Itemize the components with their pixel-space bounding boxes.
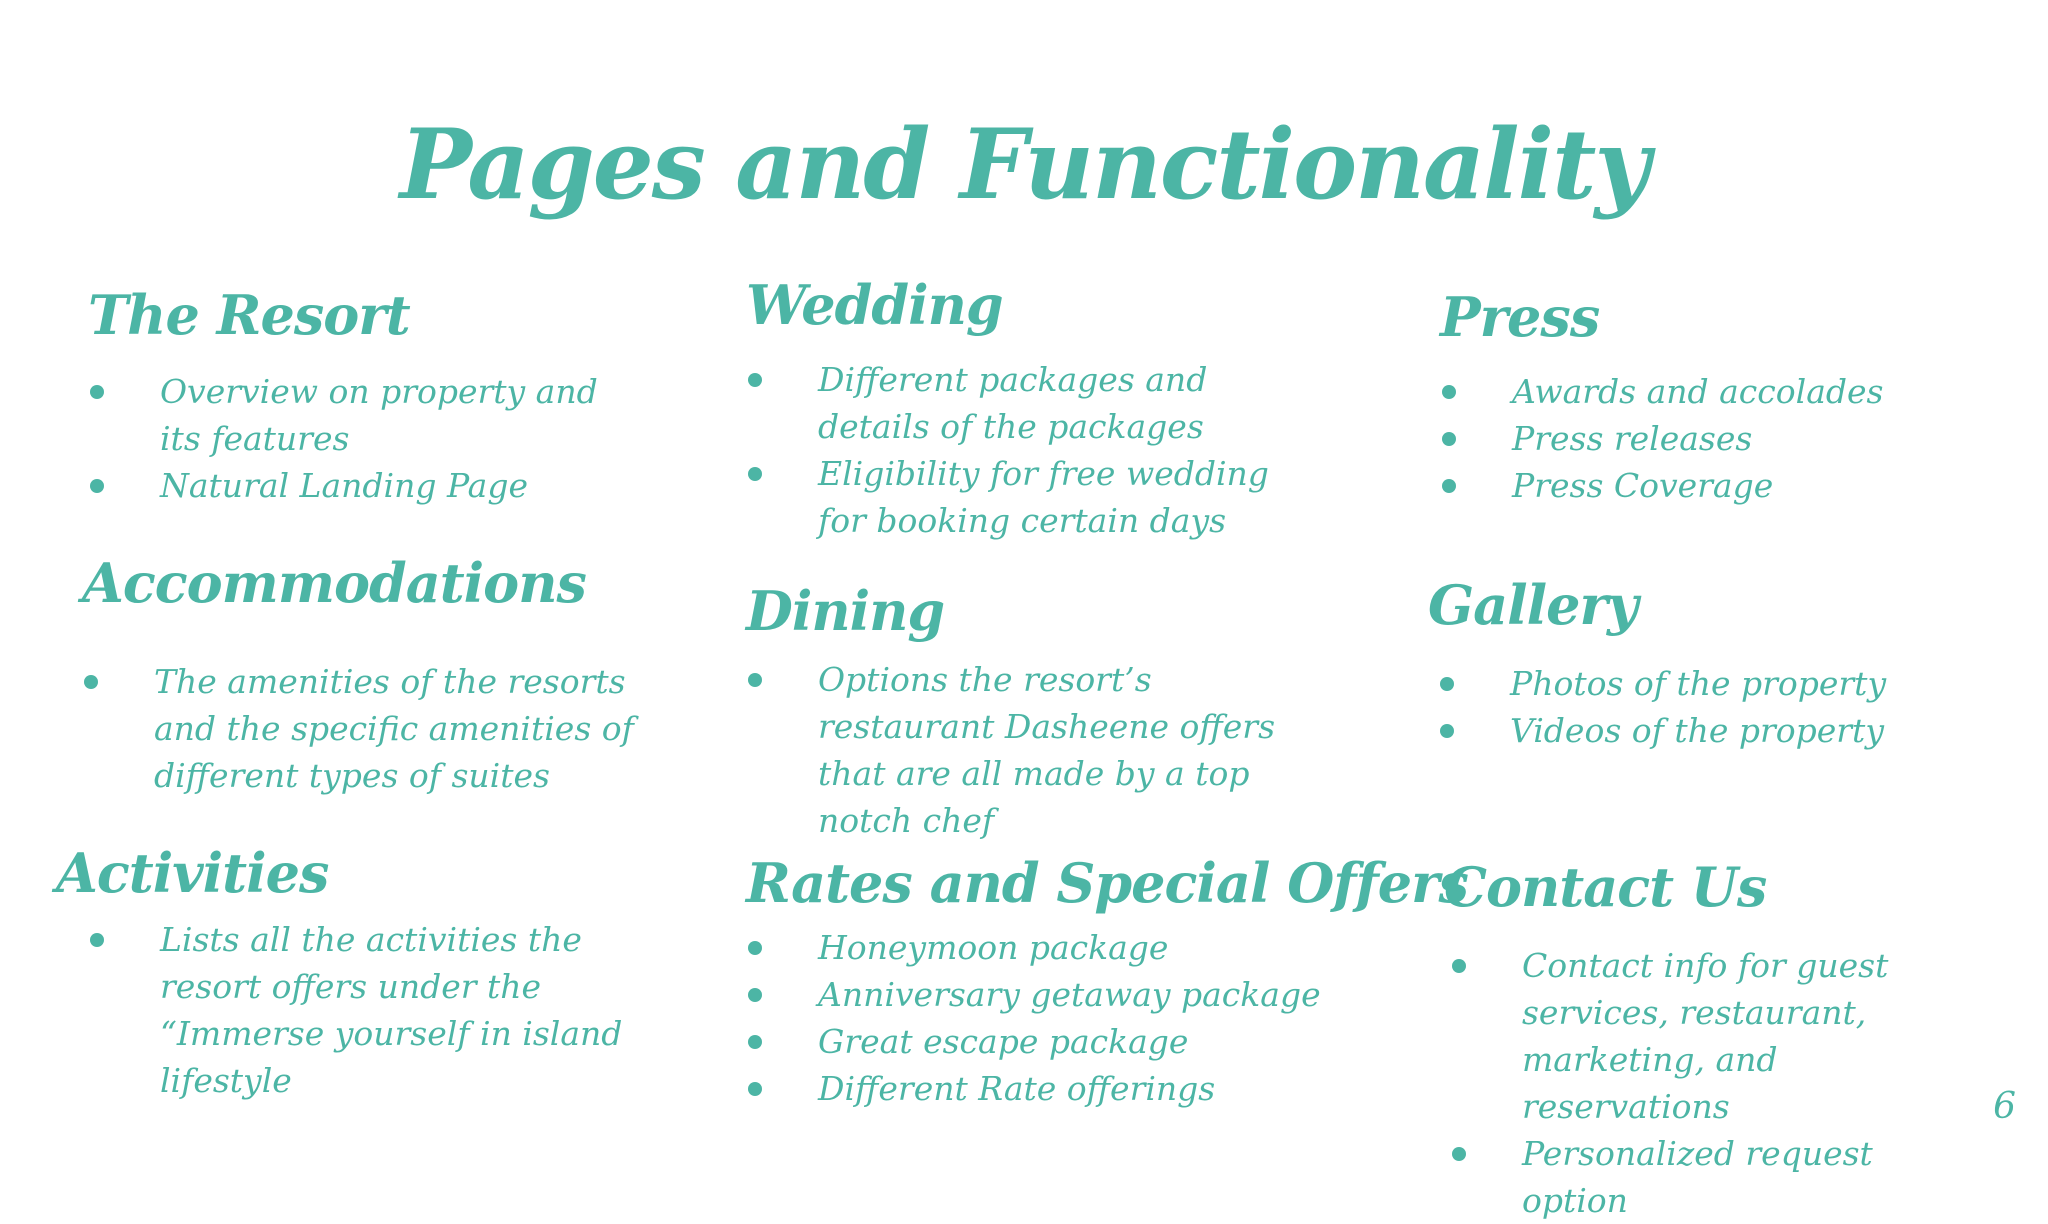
- list-item: Great escape package: [746, 1018, 1326, 1065]
- list-item: Honeymoon package: [746, 924, 1326, 971]
- list-item: Eligibility for free wedding for booking certain days: [746, 450, 1286, 544]
- section-the-resort: [88, 280, 648, 509]
- list-item: The amenities of the resorts and the specific amenities of different types of suites: [82, 658, 642, 799]
- list-item: Natural Landing Page: [88, 462, 648, 509]
- section-heading: Rates and Special Offers: [746, 851, 1468, 915]
- section-press: [1440, 282, 1980, 509]
- list-item: Lists all the activities the resort offers under the “Immerse yourself in island lifestyle: [88, 916, 626, 1104]
- list-item: Different packages and details of the packages: [746, 356, 1286, 450]
- list-item: Personalized request option: [1450, 1130, 1964, 1224]
- list-item: Contact info for guest services, restaurant, marketing, and reservations: [1450, 942, 1964, 1130]
- section-rates-and-special-offers: [746, 848, 1468, 1112]
- slide-title: Pages and Functionality: [399, 108, 1649, 221]
- section-heading: The Resort: [88, 283, 410, 347]
- section-wedding: [746, 270, 1286, 544]
- list-item: Awards and accolades: [1440, 368, 1980, 415]
- list-item: Different Rate offerings: [746, 1065, 1326, 1112]
- section-gallery: [1428, 570, 1968, 754]
- list-item: Videos of the property: [1438, 707, 1968, 754]
- section-dining: [746, 576, 1286, 844]
- section-heading: Wedding: [746, 273, 1003, 337]
- list-item: Options the resort’s restaurant Dasheene offers that are all made by a top notch chef: [746, 656, 1286, 844]
- list-item: Anniversary getaway package: [746, 971, 1326, 1018]
- section-heading: Contact Us: [1444, 855, 1767, 919]
- page-number: 6: [1993, 1086, 2016, 1127]
- section-heading: Press: [1440, 285, 1600, 349]
- list-item: Photos of the property: [1438, 660, 1968, 707]
- list-item: Press releases: [1440, 415, 1980, 462]
- section-heading: Activities: [56, 841, 329, 905]
- section-accommodations: [82, 548, 642, 799]
- section-heading: Accommodations: [82, 551, 586, 615]
- list-item: Overview on property and its features: [88, 368, 648, 462]
- section-contact-us: [1444, 852, 1964, 1224]
- section-activities: [56, 838, 626, 1104]
- section-heading: Gallery: [1428, 573, 1638, 637]
- list-item: Press Coverage: [1440, 462, 1980, 509]
- section-heading: Dining: [746, 579, 945, 643]
